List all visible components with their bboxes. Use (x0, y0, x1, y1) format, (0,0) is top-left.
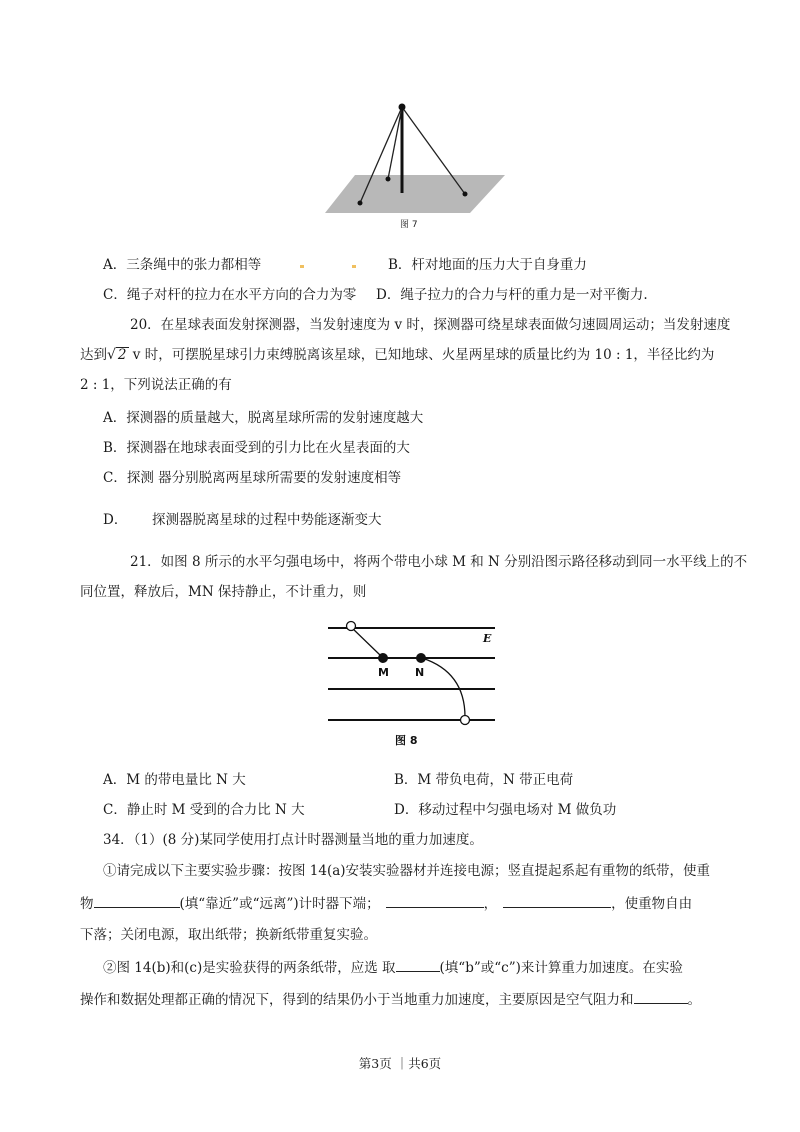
q20-option-c: C．探测 器分别脱离两星球所需要的发射速度相等 (103, 470, 402, 486)
q34-line3-part-c: ， (483, 896, 498, 912)
q21-option-d: D．移动过程中匀强电场对 M 做负功 (394, 802, 617, 818)
q34-line6-part-a: 操作和数据处理都正确的情况下，得到的结果仍小于当地重力加速度，主要原因是空气阻力和 (80, 992, 634, 1008)
answer-blank-1[interactable] (94, 893, 180, 908)
q34-stem-line1: 34．（1）(8 分)某同学使用打点计时器测量当地的重力加速度。 (103, 832, 483, 848)
path-n (422, 658, 465, 717)
q34-line3-part-d: ，使重物自由 (611, 896, 693, 912)
smudge-dot (352, 265, 356, 268)
q19-option-c: C．绳子对杆的拉力在水平方向的合力为零 (103, 287, 357, 303)
q34-line6-part-b: 。 (687, 992, 701, 1008)
sqrt-radicand: 2 (117, 347, 127, 363)
anchor-2 (386, 177, 391, 182)
q21-stem-line2: 同位置，释放后，MN 保持静止，不计重力，则 (80, 584, 367, 600)
q34-line3-part-b: (填“靠近”或“远离”)计时器下端； (179, 896, 380, 912)
q34-stem-line5 (103, 957, 683, 978)
smudge-dot (300, 265, 304, 268)
page-footer: 第3页 ｜共6页 (358, 1056, 442, 1071)
pole-top (399, 104, 406, 111)
figure-8-caption: 图 8 (395, 734, 418, 747)
label-e: E (483, 632, 492, 645)
q21-option-c: C．静止时 M 受到的合力比 N 大 (103, 802, 305, 818)
q20-option-b: B．探测器在地球表面受到的引力比在火星表面的大 (103, 440, 410, 456)
q34-stem-line6 (80, 989, 701, 1010)
figure-8 (325, 612, 503, 752)
q34-line3-part-a: 物 (80, 896, 94, 912)
m-start-position (347, 622, 356, 631)
q20-line2-prefix: 达到 (80, 347, 107, 363)
q34-line5-part-b: (填“b”或“c”)来计算重力加速度。在实验 (439, 960, 683, 976)
answer-blank-2[interactable] (386, 893, 484, 908)
q20-stem-line3: 2 : 1，下列说法正确的有 (80, 377, 232, 393)
q21-stem-line1: 21．如图 8 所示的水平匀强电场中，将两个带电小球 M 和 N 分别沿图示路径移动到同一水平线上的不 (130, 554, 748, 570)
q19-option-a: A．三条绳中的张力都相等 (103, 257, 262, 273)
ball-n (416, 653, 426, 663)
figure-7-caption: 图 7 (400, 220, 418, 230)
q34-stem-line3 (80, 893, 692, 914)
answer-blank-5[interactable] (634, 989, 688, 1004)
sqrt-sign: √ (107, 347, 116, 363)
q20-option-d-text: 探测器脱离星球的过程中势能逐渐变大 (152, 512, 382, 528)
label-m: M (378, 666, 389, 679)
q20-line2-suffix: v 时，可摆脱星球引力束缚脱离该星球，已知地球、火星两星球的质量比约为 10 : 1，半径比约为 (128, 347, 715, 363)
answer-blank-3[interactable] (503, 893, 611, 908)
anchor-1 (358, 201, 363, 206)
q21-option-b: B．M 带负电荷，N 带正电荷 (394, 772, 574, 788)
path-m (351, 627, 380, 655)
figure-7 (320, 95, 510, 235)
q34-line5-part-a: ②图 14(b)和(c)是实验获得的两条纸带，应选 取 (103, 960, 396, 976)
q20-option-d-label: D． (103, 512, 128, 528)
q34-stem-line2: ①请完成以下主要实验步骤：按图 14(a)安装实验器材并连接电源；竖直提起系起有重物的纸带，使重 (103, 863, 711, 879)
label-n: N (415, 666, 425, 679)
answer-blank-4[interactable] (396, 957, 440, 972)
q20-stem-line1: 20．在星球表面发射探测器，当发射速度为 v 时，探测器可绕星球表面做匀速圆周运动；当发射速度 (130, 317, 731, 333)
anchor-3 (463, 192, 468, 197)
q21-option-a: A．M 的带电量比 N 大 (103, 772, 246, 788)
ground-plane (325, 175, 505, 213)
n-start-position (461, 716, 470, 725)
q20-option-a: A．探测器的质量越大，脱离星球所需的发射速度越大 (103, 410, 424, 426)
q19-option-b: B．杆对地面的压力大于自身重力 (388, 257, 587, 273)
q20-stem-line2 (80, 345, 714, 365)
q19-option-d: D．绳子拉力的合力与杆的重力是一对平衡力. (376, 287, 648, 303)
ball-m (378, 653, 388, 663)
q34-stem-line4: 下落；关闭电源，取出纸带；换新纸带重复实验。 (80, 927, 377, 943)
rope-2 (388, 107, 402, 179)
